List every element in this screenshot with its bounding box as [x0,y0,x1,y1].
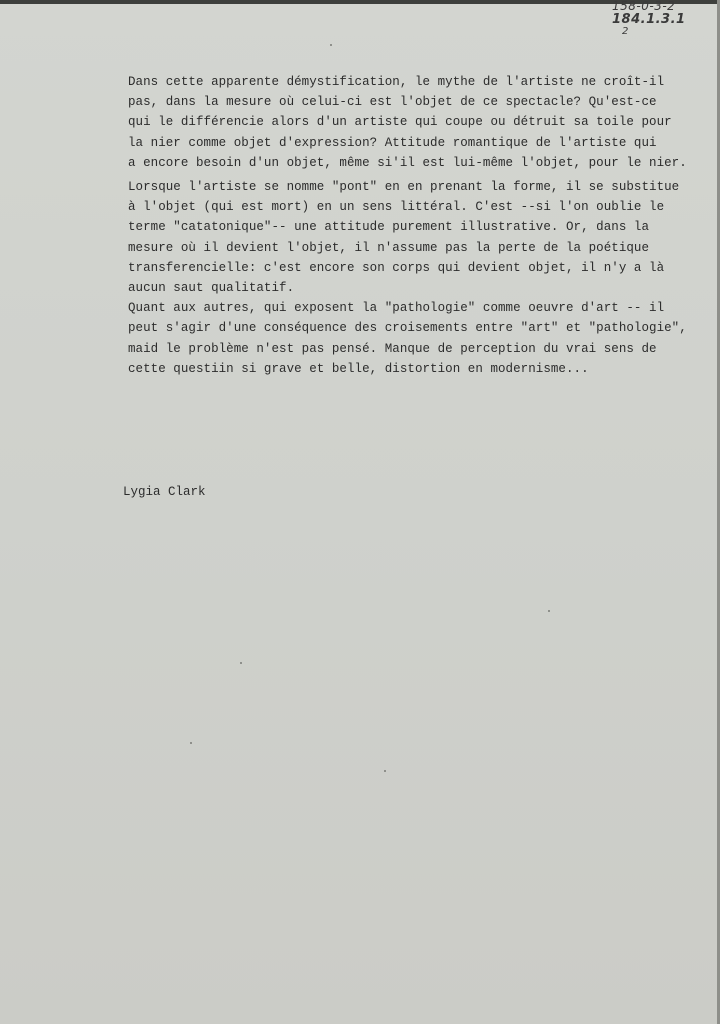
paper-speck [384,770,386,772]
text-line: Quant aux autres, qui exposent la "pathologie" comme oeuvre d'art -- il [128,301,665,316]
text-line: Dans cette apparente démystification, le mythe de l'artiste ne croît-il [128,75,665,89]
paper-speck [548,610,550,612]
paragraph-3 [128,298,708,379]
body-text [128,72,708,379]
text-line: a encore besoin d'un objet, même si'il est lui-même l'objet, pour le nier. [128,155,687,170]
paper-speck [330,44,332,46]
text-line: Lorsque l'artiste se nomme "pont" en en prenant la forme, il se substitue [128,180,680,195]
text-line: transferencielle: c'est encore son corps qui devient objet, il n'y a là [128,260,665,275]
text-line: terme "catatonique"-- une attitude purement illustrative. Or, dans la [128,220,650,235]
paper-speck [240,662,242,664]
paragraph-2 [128,177,708,298]
paragraph-1 [128,72,708,173]
archive-ref-line-1: 158-0-3-2 [612,0,676,13]
text-line: à l'objet (qui est mort) en un sens littéral. C'est --si l'on oublie le [128,200,665,215]
text-line: peut s'agir d'une conséquence des croisements entre "art" et "pathologie", [128,321,687,336]
archive-ref-line-2: 184.1.3.1 [612,12,686,27]
text-line: la nier comme objet d'expression? Attitude romantique de l'artiste qui [128,135,657,150]
page-number: 2 [622,26,629,37]
text-line: qui le différencie alors d'un artiste qui coupe ou détruit sa toile pour [128,115,672,130]
text-line: mesure où il devient l'objet, il n'assume pas la perte de la poétique [128,240,650,255]
text-line: pas, dans la mesure où celui-ci est l'objet de ce spectacle? Qu'est-ce [128,95,657,110]
text-line: aucun saut qualitatif. [128,281,295,296]
archive-reference [612,0,712,38]
paper-speck [190,742,192,744]
text-line: maid le problème n'est pas pensé. Manque de perception du vrai sens de [128,341,657,356]
signature: Lygia Clark [123,485,206,499]
text-line: cette questiin si grave et belle, distortion en modernisme... [128,361,589,376]
